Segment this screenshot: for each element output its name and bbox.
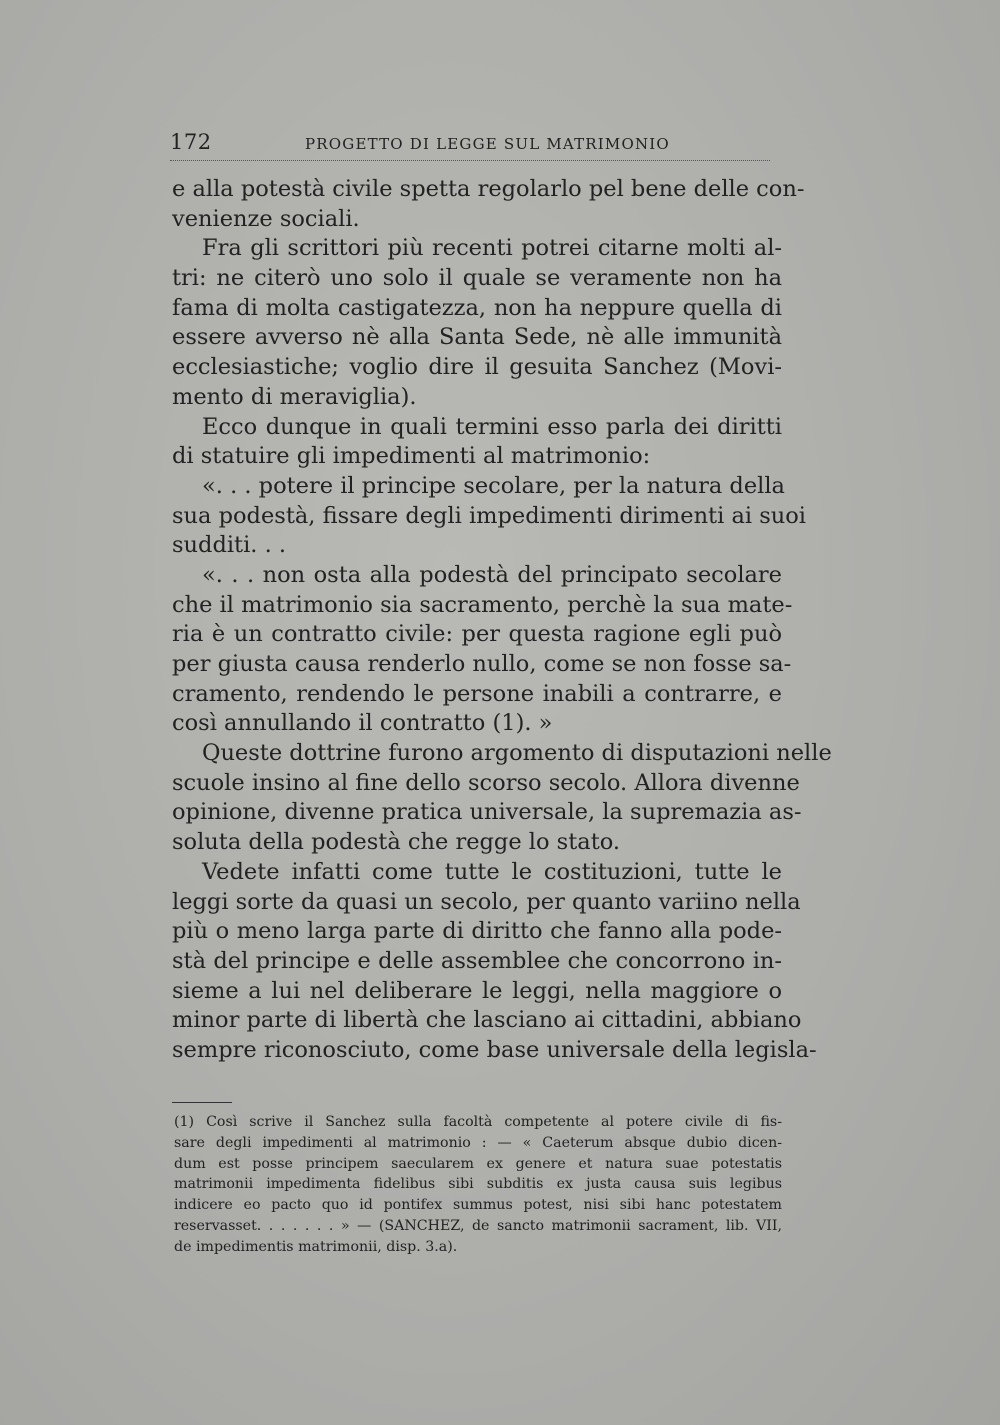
page-header [170,130,770,161]
footnote-rule [172,1102,232,1103]
footnote-line: de impedimentis matrimonii, disp. 3.a). [174,1238,458,1255]
body-line: Ecco dunque in quali termini esso parla dei diritti [202,413,782,440]
body-line: minor parte di libertà che lasciano ai cittadini, abbiano [172,1007,802,1034]
body-line: «. . . potere il principe secolare, per la natura della [202,472,785,499]
body-text [172,175,832,1066]
page-number: 172 [170,130,212,154]
body-line: venienze sociali. [172,205,360,232]
footnotes [174,1112,782,1258]
body-line: e alla potestà civile spetta regolarlo pel bene delle con- [172,176,805,202]
body-line: sudditi. . . [172,532,287,559]
body-line: Vedete infatti come tutte le costituzioni, tutte le [202,858,782,885]
footnote-line: dum est posse principem saecularem ex genere et natura suae potestatis [174,1155,782,1172]
footnote-line: (1) Così scrive il Sanchez sulla facoltà competente al potere civile di fis- [174,1114,782,1130]
body-line: ria è un contratto civile: per questa ragione egli può [172,621,782,648]
body-line: più o meno larga parte di diritto che fanno alla pode- [172,918,782,945]
body-line: opinione, divenne pratica universale, la supremazia as- [172,799,802,826]
body-line: ecclesiastiche; voglio dire il gesuita Sanchez (Movi- [172,354,782,381]
footnote-line: matrimonii impedimenta fidelibus sibi subditis ex justa causa suis legibus [174,1176,782,1193]
body-line: per giusta causa renderlo nullo, come se non fosse sa- [172,651,792,677]
body-line: mento di meraviglia). [172,383,417,410]
body-line: sempre riconosciuto, come base universale della legisla- [172,1036,817,1063]
body-line: che il matrimonio sia sacramento, perchè la sua mate- [172,591,793,618]
body-line: sieme a lui nel deliberare le leggi, nella maggiore o [172,977,782,1004]
running-title: PROGETTO DI LEGGE SUL MATRIMONIO [305,135,670,153]
body-line: essere avverso nè alla Santa Sede, nè alle immunità [172,324,782,351]
body-line: Queste dottrine furono argomento di disputazioni nelle [202,740,832,767]
body-line: soluta della podestà che regge lo stato. [172,829,621,856]
body-line: fama di molta castigatezza, non ha neppure quella di [172,294,782,321]
footnote-line: reservasset. . . . . . . » — (SANCHEZ, de sancto matrimonii sacrament, lib. VII, [174,1217,782,1234]
body-line: leggi sorte da quasi un secolo, per quanto variino nella [172,888,801,915]
body-line: cramento, rendendo le persone inabili a contrarre, e [172,680,782,707]
body-line: tri: ne citerò uno solo il quale se veramente non ha [172,265,782,292]
body-line: Fra gli scrittori più recenti potrei citarne molti al- [202,235,782,262]
body-line: sua podestà, fissare degli impedimenti dirimenti ai suoi [172,502,806,529]
body-line: così annullando il contratto (1). » [172,710,553,737]
body-line: stà del principe e delle assemblee che concorrono in- [172,947,782,974]
body-line: scuole insino al fine dello scorso secolo. Allora divenne [172,769,800,796]
body-line: di statuire gli impedimenti al matrimonio: [172,443,651,470]
footnote-line: indicere eo pacto quo id pontifex summus potest, nisi sibi hanc potestatem [174,1197,782,1214]
body-line: «. . . non osta alla podestà del principato secolare [202,561,782,588]
footnote-line: sare degli impedimenti al matrimonio : — « Caeterum absque dubio dicen- [174,1134,782,1151]
